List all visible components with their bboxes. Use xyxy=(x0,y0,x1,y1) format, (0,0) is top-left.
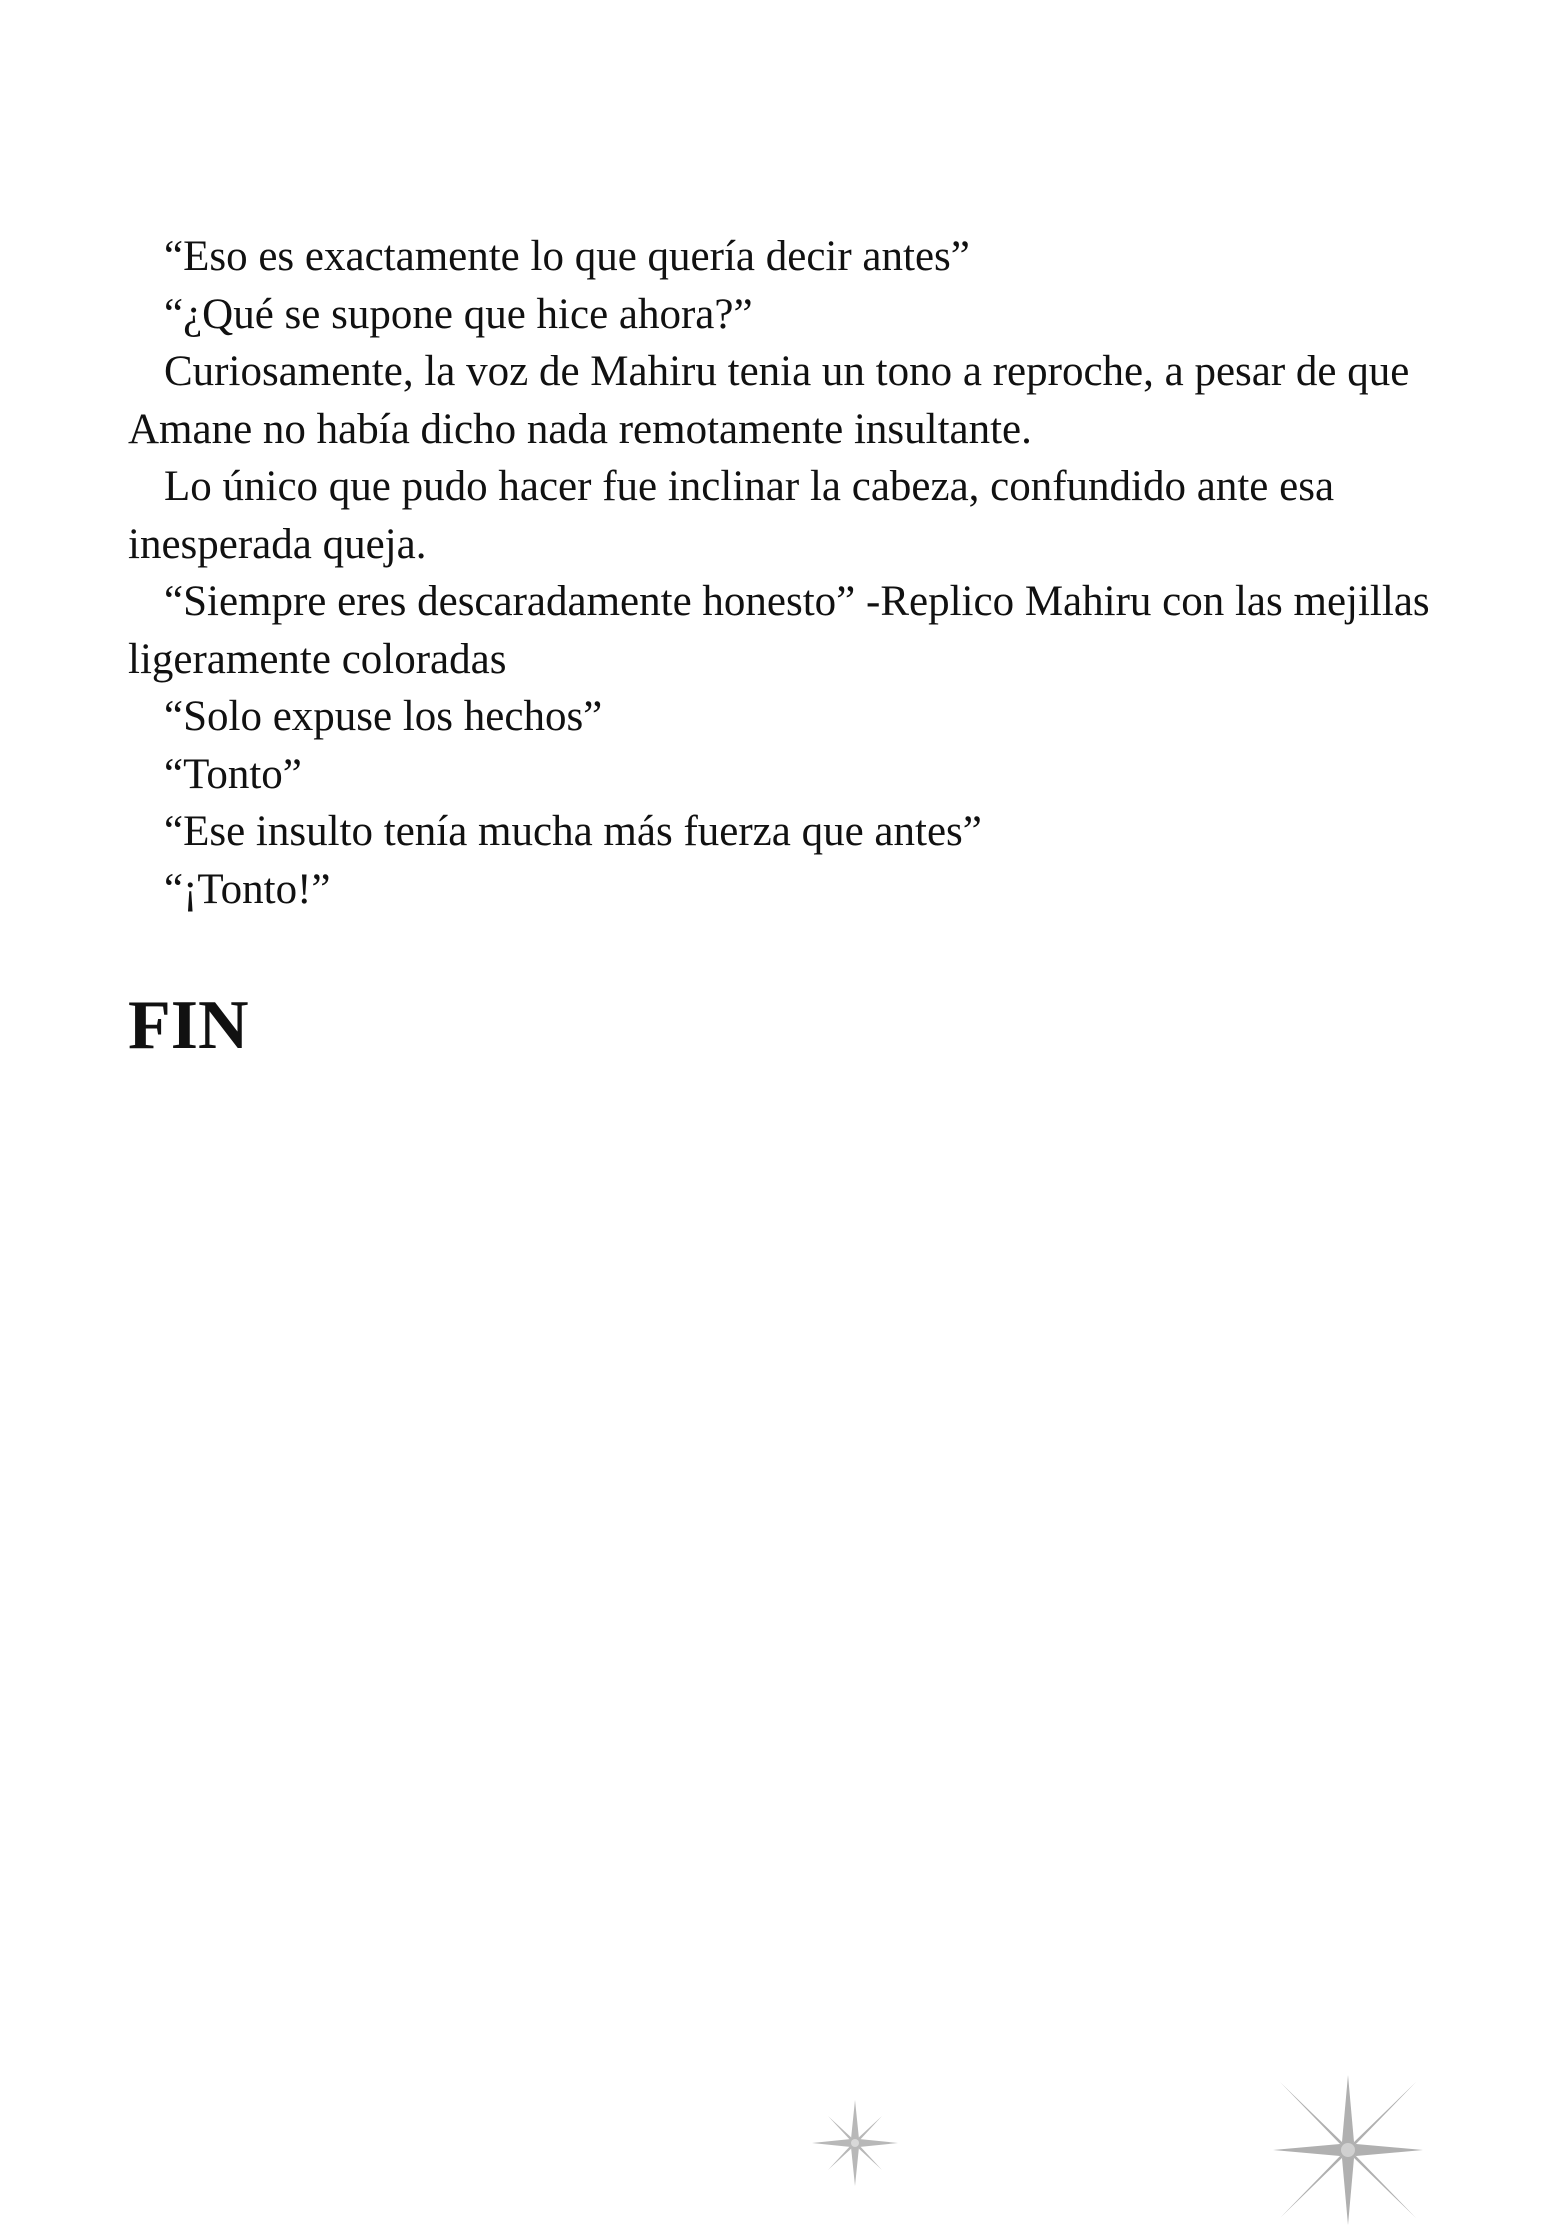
sparkle-star-icon xyxy=(1268,2070,1428,2230)
paragraph: “¿Qué se supone que hice ahora?” xyxy=(164,290,753,338)
paragraph: Lo único que pudo hacer fue inclinar la cabeza, confundido ante esa inesperada queja. xyxy=(128,463,1335,568)
paragraph: “Siempre eres descaradamente honesto” -Replico Mahiru con las mejillas ligeramente coloradas xyxy=(128,578,1430,683)
ending-heading: FIN xyxy=(128,987,249,1064)
paragraph: “¡Tonto!” xyxy=(164,865,331,913)
body-text xyxy=(128,228,1468,918)
sparkle-star-icon xyxy=(810,2098,900,2188)
paragraph: “Ese insulto tenía mucha más fuerza que antes” xyxy=(164,808,982,855)
paragraph: “Eso es exactamente lo que quería decir antes” xyxy=(164,233,970,280)
paragraph: “Tonto” xyxy=(164,750,302,798)
paragraph: Curiosamente, la voz de Mahiru tenia un tono a reproche, a pesar de que Amane no había dicho nada remotamente insultante. xyxy=(128,348,1410,453)
paragraph: “Solo expuse los hechos” xyxy=(164,693,603,740)
